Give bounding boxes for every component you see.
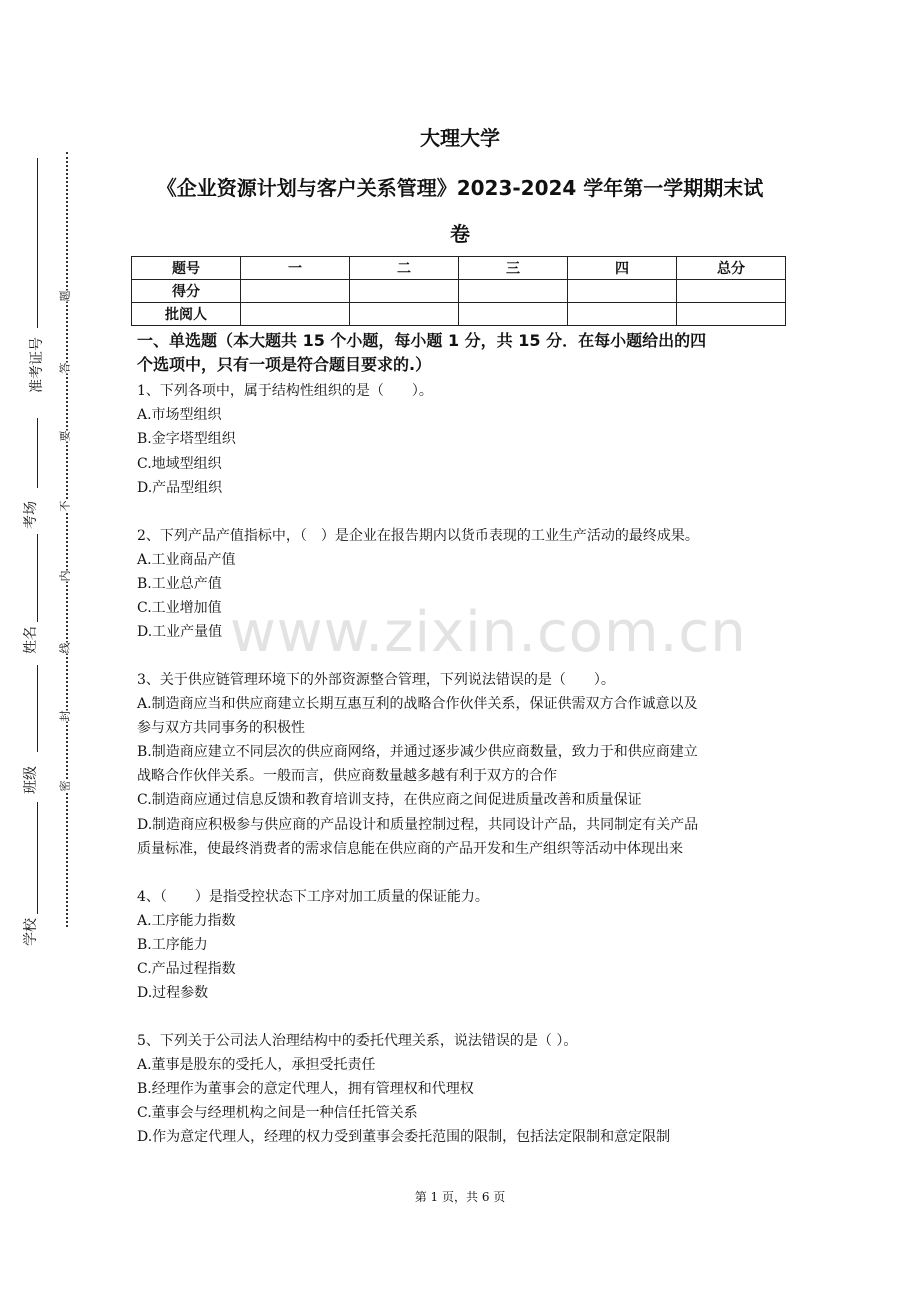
seal-dotted-line [66, 152, 68, 927]
question-stem: 4、（ ）是指受控状态下工序对加工质量的保证能力。 [137, 889, 489, 905]
margin-line-school [37, 802, 38, 914]
score-cell[interactable] [677, 303, 786, 326]
seal-char: 线 [58, 642, 72, 654]
question-option[interactable]: B.工业总产值 [137, 576, 222, 592]
question-option-continued: 参与双方共同事务的积极性 [137, 720, 305, 736]
score-header-cell: 四 [568, 257, 677, 280]
exam-title-line2: 卷 [450, 222, 470, 246]
seal-char: 密 [58, 780, 72, 792]
seal-char: 不 [58, 500, 72, 512]
section-heading-line: 一、单选题（本大题共 15 个小题，每小题 1 分，共 15 分．在每小题给出的四 [137, 331, 707, 350]
question-stem: 3、关于供应链管理环境下的外部资源整合管理，下列说法错误的是（ ）。 [137, 672, 615, 688]
question-option[interactable]: A.董事是股东的受托人，承担受托责任 [137, 1057, 376, 1073]
score-cell[interactable] [459, 303, 568, 326]
section-heading [137, 329, 787, 377]
watermark: www.zixin.com.cn [230, 600, 747, 665]
seal-char: 要 [58, 430, 72, 442]
question-stem: 5、下列关于公司法人治理结构中的委托代理关系，说法错误的是（ ）。 [137, 1033, 578, 1049]
margin-label-class: 班级 [23, 766, 39, 794]
score-header-cell: 题号 [132, 257, 241, 280]
score-table-header-row [132, 257, 786, 280]
score-header-cell: 二 [350, 257, 459, 280]
score-row-label: 批阅人 [132, 303, 241, 326]
score-table [131, 256, 786, 326]
question-option[interactable]: D.工业产量值 [137, 624, 223, 640]
question-option-continued: 战略合作伙伴关系。一般而言，供应商数量越多越有利于双方的合作 [137, 768, 557, 784]
margin-line-exam-number [37, 158, 38, 328]
exam-title-line1: 《企业资源计划与客户关系管理》2023-2024 学年第一学期期末试 [156, 176, 764, 200]
score-header-cell: 三 [459, 257, 568, 280]
question-option[interactable]: B.金字塔型组织 [137, 431, 236, 447]
score-header-cell: 一 [241, 257, 350, 280]
margin-line-name [37, 534, 38, 622]
section-heading-line: 个选项中，只有一项是符合题目要求的.） [137, 355, 432, 374]
question-option[interactable]: A.市场型组织 [137, 407, 222, 423]
score-cell[interactable] [350, 280, 459, 303]
question-stem: 1、下列各项中，属于结构性组织的是（ ）。 [137, 383, 433, 399]
score-cell[interactable] [241, 280, 350, 303]
question-option[interactable]: D.作为意定代理人，经理的权力受到董事会委托范围的限制，包括法定限制和意定限制 [137, 1129, 671, 1145]
question-option[interactable]: C.地域型组织 [137, 456, 222, 472]
score-cell[interactable] [350, 303, 459, 326]
seal-char: 题 [58, 290, 72, 302]
seal-char: 封 [58, 710, 72, 722]
seal-char: 内 [58, 570, 72, 582]
university-name: 大理大学 [420, 126, 500, 150]
seal-char: 答 [58, 362, 72, 374]
margin-label-exam-number: 准考证号 [29, 337, 45, 393]
question-option-continued: 质量标准，使最终消费者的需求信息能在供应商的产品开发和生产组织等活动中体现出来 [137, 841, 683, 857]
question-option[interactable]: B.工序能力 [137, 937, 208, 953]
score-table-row [132, 280, 786, 303]
question-option[interactable]: B.经理作为董事会的意定代理人，拥有管理权和代理权 [137, 1081, 474, 1097]
margin-label-name: 姓名 [23, 626, 39, 654]
score-cell[interactable] [568, 280, 677, 303]
question-option[interactable]: D.制造商应积极参与供应商的产品设计和质量控制过程，共同设计产品，共同制定有关产品 [137, 817, 699, 833]
margin-label-school: 学校 [23, 918, 39, 946]
score-header-cell: 总分 [677, 257, 786, 280]
question-option[interactable]: B.制造商应建立不同层次的供应商网络，并通过逐步减少供应商数量，致力于和供应商建立 [137, 744, 698, 760]
score-cell[interactable] [677, 280, 786, 303]
score-cell[interactable] [459, 280, 568, 303]
question-option[interactable]: A.工业商品产值 [137, 552, 236, 568]
margin-label-exam-room: 考场 [23, 501, 39, 529]
score-cell[interactable] [568, 303, 677, 326]
score-cell[interactable] [241, 303, 350, 326]
margin-line-class [37, 665, 38, 752]
question-option[interactable]: D.过程参数 [137, 985, 209, 1001]
score-row-label: 得分 [132, 280, 241, 303]
question-option[interactable]: A.制造商应当和供应商建立长期互惠互利的战略合作伙伴关系，保证供需双方合作诚意以及 [137, 696, 698, 712]
margin-line-exam-room [37, 418, 38, 488]
question-option[interactable]: C.制造商应通过信息反馈和教育培训支持，在供应商之间促进质量改善和质量保证 [137, 792, 642, 808]
question-stem: 2、下列产品产值指标中，（ ）是企业在报告期内以货币表现的工业生产活动的最终成果。 [137, 528, 699, 544]
question-option[interactable]: A.工序能力指数 [137, 913, 236, 929]
score-table-row [132, 303, 786, 326]
page-number: 第 1 页，共 6 页 [414, 1190, 506, 1204]
question-option[interactable]: C.董事会与经理机构之间是一种信任托管关系 [137, 1105, 418, 1121]
question-option[interactable]: D.产品型组织 [137, 480, 223, 496]
question-option[interactable]: C.工业增加值 [137, 600, 222, 616]
question-option[interactable]: C.产品过程指数 [137, 961, 236, 977]
